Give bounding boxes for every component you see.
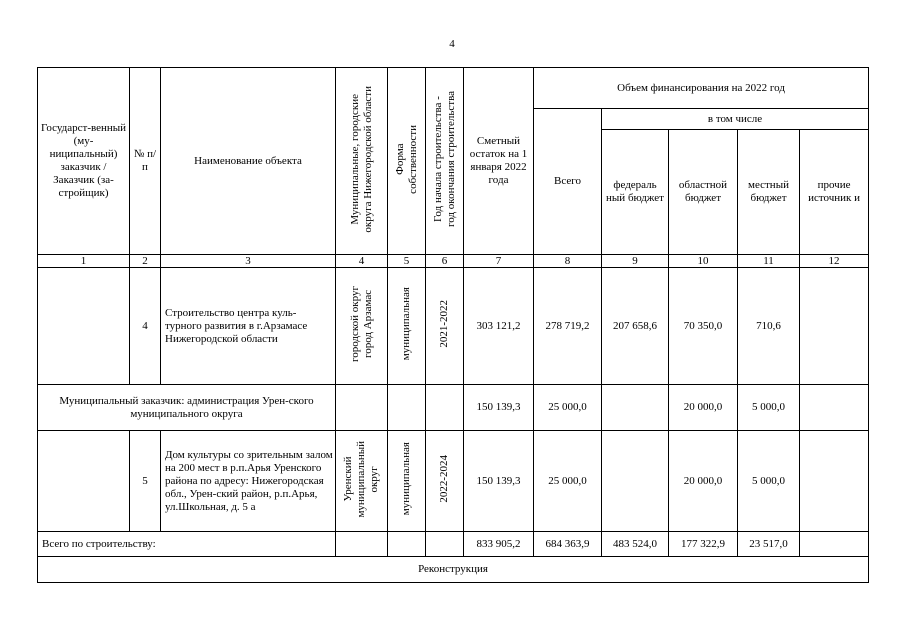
regional: 177 322,9 bbox=[669, 532, 738, 557]
district: Уренский муниципальный округ bbox=[336, 431, 388, 532]
federal: 207 658,6 bbox=[602, 268, 669, 385]
federal: 483 524,0 bbox=[602, 532, 669, 557]
customer-cell-empty bbox=[38, 268, 130, 385]
header-district: Муниципальные, городские округа Нижегородской области bbox=[336, 68, 388, 255]
header-total: Всего bbox=[534, 109, 602, 255]
total-label: Всего по строительству: bbox=[38, 532, 336, 557]
other bbox=[800, 268, 869, 385]
column-number: 6 bbox=[426, 255, 464, 268]
empty-cell bbox=[388, 385, 426, 431]
empty-cell bbox=[426, 385, 464, 431]
table-row-object-4 bbox=[38, 268, 869, 385]
column-number: 5 bbox=[388, 255, 426, 268]
header-including-group: в том числе bbox=[602, 109, 869, 130]
local: 23 517,0 bbox=[738, 532, 800, 557]
local: 5 000,0 bbox=[738, 385, 800, 431]
header-local: местный бюджет bbox=[738, 130, 800, 255]
row-number: 5 bbox=[130, 431, 161, 532]
federal bbox=[602, 385, 669, 431]
empty-cell bbox=[426, 532, 464, 557]
ownership: муниципальная bbox=[388, 268, 426, 385]
object-name: Дом культуры со зрительным залом на 200 мест в р.п.Арья Уренского района по адресу: Нижегородская обл., Урен-ский район, р.п.Арья, ул.Школьная, д. 5 а bbox=[161, 431, 336, 532]
header-ownership: Форма собственности bbox=[388, 68, 426, 255]
federal bbox=[602, 431, 669, 532]
other bbox=[800, 532, 869, 557]
section-title: Реконструкция bbox=[38, 557, 869, 583]
balance: 833 905,2 bbox=[464, 532, 534, 557]
header-number: № п/п bbox=[130, 68, 161, 255]
empty-cell bbox=[336, 532, 388, 557]
customer-label: Муниципальный заказчик: администрация Урен-ского муниципального округа bbox=[38, 385, 336, 431]
empty-cell bbox=[336, 385, 388, 431]
total: 684 363,9 bbox=[534, 532, 602, 557]
regional: 20 000,0 bbox=[669, 385, 738, 431]
column-number-row bbox=[38, 255, 869, 268]
total: 25 000,0 bbox=[534, 431, 602, 532]
regional: 20 000,0 bbox=[669, 431, 738, 532]
years: 2021-2022 bbox=[426, 268, 464, 385]
column-number: 1 bbox=[38, 255, 130, 268]
column-number: 3 bbox=[161, 255, 336, 268]
header-financing-group: Объем финансирования на 2022 год bbox=[534, 68, 869, 109]
column-number: 8 bbox=[534, 255, 602, 268]
column-number: 12 bbox=[800, 255, 869, 268]
local: 5 000,0 bbox=[738, 431, 800, 532]
header-federal: федераль ный бюджет bbox=[602, 130, 669, 255]
local: 710,6 bbox=[738, 268, 800, 385]
table-row-customer bbox=[38, 385, 869, 431]
column-number: 4 bbox=[336, 255, 388, 268]
customer-cell-empty bbox=[38, 431, 130, 532]
column-number: 9 bbox=[602, 255, 669, 268]
total: 278 719,2 bbox=[534, 268, 602, 385]
years: 2022-2024 bbox=[426, 431, 464, 532]
ownership: муниципальная bbox=[388, 431, 426, 532]
header-row-1 bbox=[38, 68, 869, 109]
regional: 70 350,0 bbox=[669, 268, 738, 385]
header-regional: областной бюджет bbox=[669, 130, 738, 255]
table-row-total bbox=[38, 532, 869, 557]
other bbox=[800, 385, 869, 431]
column-number: 10 bbox=[669, 255, 738, 268]
header-other: прочие источник и bbox=[800, 130, 869, 255]
object-name: Строительство центра куль-турного развития в г.Арзамасе Нижегородской области bbox=[161, 268, 336, 385]
header-balance: Сметный остаток на 1 января 2022 года bbox=[464, 68, 534, 255]
section-row-reconstruction bbox=[38, 557, 869, 583]
header-years: Год начала строительства - год окончания строительства bbox=[426, 68, 464, 255]
total: 25 000,0 bbox=[534, 385, 602, 431]
empty-cell bbox=[388, 532, 426, 557]
row-number: 4 bbox=[130, 268, 161, 385]
balance: 150 139,3 bbox=[464, 385, 534, 431]
header-customer: Государст-венный (му-ниципальный) заказчик / Заказчик (за-стройщик) bbox=[38, 68, 130, 255]
page-number: 4 bbox=[449, 38, 455, 50]
header-object-name: Наименование объекта bbox=[161, 68, 336, 255]
balance: 303 121,2 bbox=[464, 268, 534, 385]
balance: 150 139,3 bbox=[464, 431, 534, 532]
column-number: 2 bbox=[130, 255, 161, 268]
column-number: 7 bbox=[464, 255, 534, 268]
district: городской округ город Арзамас bbox=[336, 268, 388, 385]
column-number: 11 bbox=[738, 255, 800, 268]
other bbox=[800, 431, 869, 532]
financing-table bbox=[37, 67, 869, 583]
table-row-object-5 bbox=[38, 431, 869, 532]
